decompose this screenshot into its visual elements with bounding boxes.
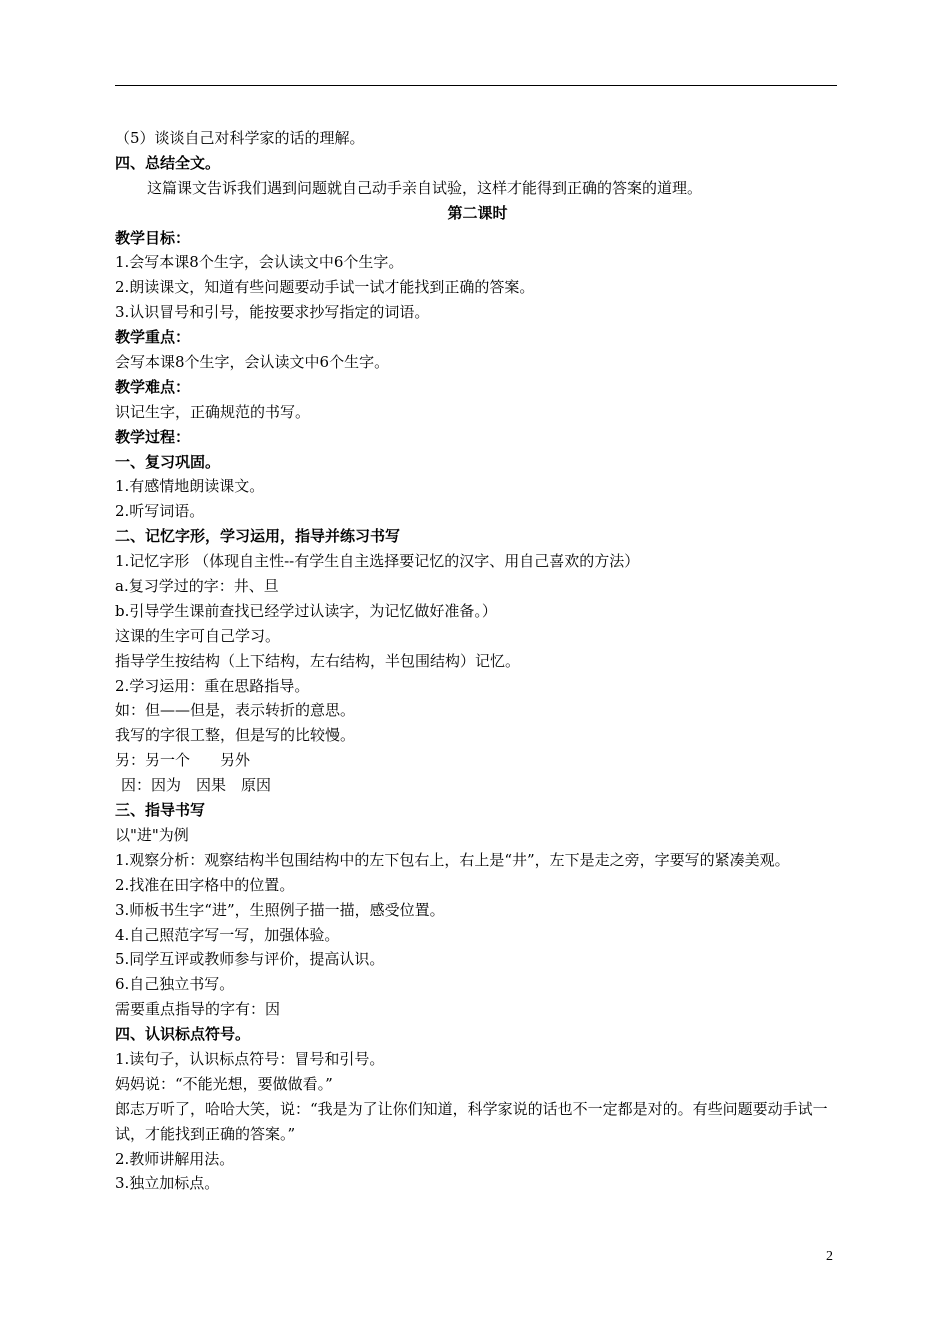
body-text-line: 识记生字，正确规范的书写。 bbox=[115, 402, 311, 421]
header-rule bbox=[115, 85, 837, 86]
body-text-line: 6.自己独立书写。 bbox=[115, 975, 235, 994]
body-text-line: 2.学习运用：重在思路指导。 bbox=[115, 676, 310, 695]
body-text-line: 1.会写本课8个生字，会认读文中6个生字。 bbox=[115, 253, 404, 272]
body-text-line: 2.朗读课文，知道有些问题要动手试一试才能找到正确的答案。 bbox=[115, 278, 535, 297]
body-text-line: 4.自己照范字写一写，加强体验。 bbox=[115, 925, 340, 944]
section-title: 第二课时 bbox=[447, 203, 508, 222]
heading-line: 教学难点： bbox=[115, 377, 191, 396]
body-text-line: （5）谈谈自己对科学家的话的理解。 bbox=[115, 129, 365, 147]
body-text-line: 妈妈说：“不能光想，要做做看。” bbox=[115, 1074, 333, 1093]
body-text-line: 指导学生按结构（上下结构，左右结构，半包围结构）记忆。 bbox=[115, 651, 521, 670]
document-body bbox=[115, 126, 840, 1196]
body-text-line: 以"进"为例 bbox=[115, 825, 189, 844]
page-number: 2 bbox=[826, 1249, 833, 1264]
body-text-line: 2.听写词语。 bbox=[115, 502, 205, 521]
body-text-line: 会写本课8个生字，会认读文中6个生字。 bbox=[115, 353, 390, 372]
body-text-line: 3.认识冒号和引号，能按要求抄写指定的词语。 bbox=[115, 303, 430, 322]
heading-line: 教学重点： bbox=[115, 328, 191, 347]
body-text-line: 我写的字很工整，但是写的比较慢。 bbox=[115, 726, 356, 745]
body-text-line: 3.独立加标点。 bbox=[115, 1174, 220, 1193]
body-text-line: b.引导学生课前查找已经学过认读字，为记忆做好准备。） bbox=[115, 601, 497, 620]
body-text-line: 这篇课文告诉我们遇到问题就自己动手亲自试验，这样才能得到正确的答案的道理。 bbox=[147, 178, 703, 197]
body-text-line: 需要重点指导的字有：因 bbox=[115, 1000, 281, 1019]
body-text-line: a.复习学过的字：井、旦 bbox=[115, 577, 279, 596]
heading-line: 一、复习巩固。 bbox=[115, 452, 221, 471]
body-text-line: 1.读句子，认识标点符号：冒号和引号。 bbox=[115, 1049, 385, 1068]
body-text-line: 1.观察分析：观察结构半包围结构中的左下包右上，右上是“井”，左下是走之旁，字要写的紧凑美观。 bbox=[115, 850, 790, 869]
heading-line: 教学目标： bbox=[115, 228, 191, 247]
body-text-line: 1.有感情地朗读课文。 bbox=[115, 477, 265, 496]
body-text-line: 另：另一个 另外 bbox=[115, 751, 251, 770]
heading-line: 三、指导书写 bbox=[115, 801, 206, 820]
heading-line: 四、总结全文。 bbox=[115, 153, 221, 172]
heading-line: 二、记忆字形，学习运用，指导并练习书写 bbox=[115, 527, 401, 546]
body-text-line: 如：但——但是，表示转折的意思。 bbox=[115, 701, 356, 720]
body-text-line: 这课的生字可自己学习。 bbox=[115, 626, 281, 645]
body-text-line: 2.教师讲解用法。 bbox=[115, 1149, 235, 1168]
body-text-line: 3.师板书生字“进”，生照例子描一描，感受位置。 bbox=[115, 900, 445, 919]
body-text-line: 2.找准在田字格中的位置。 bbox=[115, 875, 295, 894]
body-text-line: 1.记忆字形 （体现自主性--有学生自主选择要记忆的汉字、用自己喜欢的方法） bbox=[115, 552, 640, 571]
body-text-line: 5.同学互评或教师参与评价，提高认识。 bbox=[115, 950, 385, 969]
heading-line: 四、认识标点符号。 bbox=[115, 1025, 251, 1044]
heading-line: 教学过程： bbox=[115, 427, 191, 446]
body-text-line: 因：因为 因果 原因 bbox=[121, 776, 272, 795]
body-text-line: 郎志万听了，哈哈大笑，说：“我是为了让你们知道，科学家说的话也不一定都是对的。有些问题要动手试一试，才能找到正确的答案。” bbox=[115, 1099, 828, 1143]
